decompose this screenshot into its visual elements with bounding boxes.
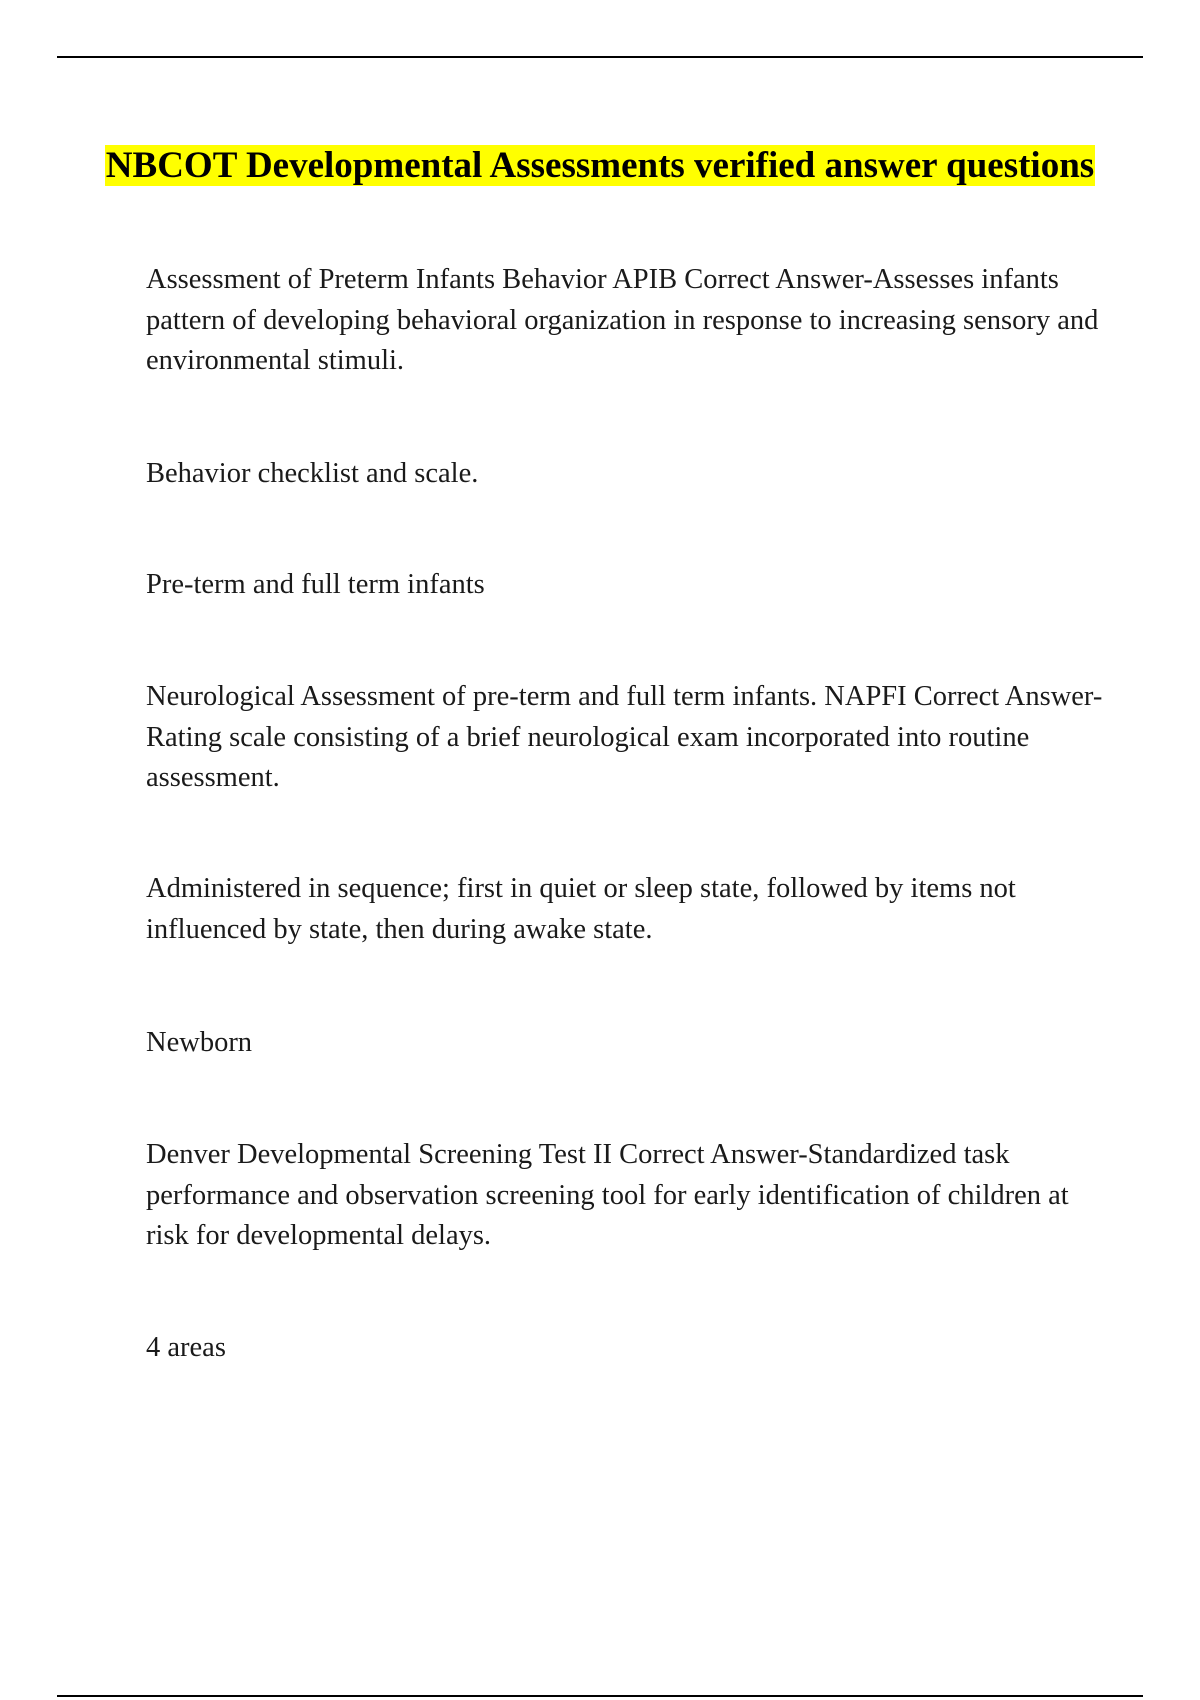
top-divider xyxy=(57,56,1143,58)
paragraph-administered-sequence: Administered in sequence; first in quiet or sleep state, followed by items not influenced by state, then during awake state. xyxy=(146,873,1016,945)
bottom-divider xyxy=(57,1695,1143,1697)
paragraph-behavior-checklist: Behavior checklist and scale. xyxy=(146,458,479,489)
paragraph-preterm-fullterm: Pre-term and full term infants xyxy=(146,569,485,600)
paragraph-denver: Denver Developmental Screening Test II Correct Answer-Standardized task performance and observation screening tool for early identification of children at risk for developmental delays. xyxy=(146,1139,1069,1251)
paragraph-newborn: Newborn xyxy=(146,1027,253,1058)
paragraph-apib: Assessment of Preterm Infants Behavior APIB Correct Answer-Assesses infants pattern of developing behavioral organization in response to increasing sensory and environmental stimuli. xyxy=(146,264,1099,376)
paragraph-four-areas: 4 areas xyxy=(146,1332,226,1363)
page-title xyxy=(100,140,1100,191)
paragraph-napfi: Neurological Assessment of pre-term and full term infants. NAPFI Correct Answer-Rating scale consisting of a brief neurological exam incorporated into routine assessment. xyxy=(146,681,1103,793)
page-title-text: NBCOT Developmental Assessments verified answer questions xyxy=(105,145,1095,186)
